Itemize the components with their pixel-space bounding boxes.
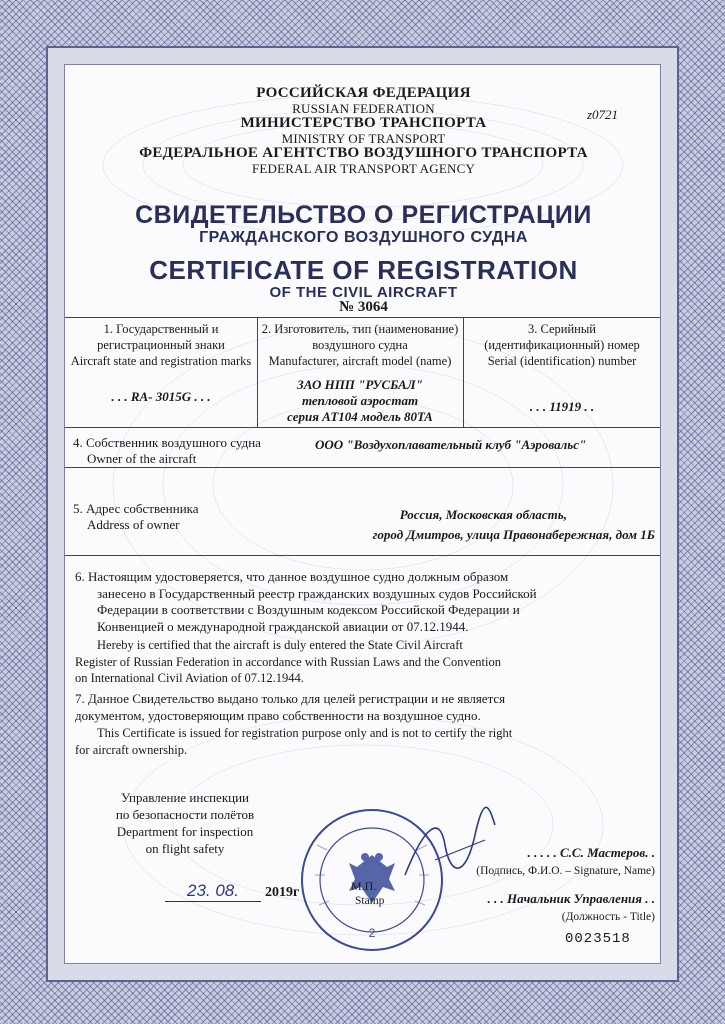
ministry-en: MINISTRY OF TRANSPORT <box>281 131 446 146</box>
table-bottom-line <box>65 427 661 428</box>
table-top-line <box>65 317 661 318</box>
date-day: 23. 08. <box>165 881 261 902</box>
owner-value: ООО "Воздухоплавательный клуб "Аэровальс" <box>315 437 587 452</box>
col2-label <box>261 321 459 369</box>
certificate-page <box>64 64 661 964</box>
col1-label <box>69 321 253 369</box>
table-divider-2 <box>463 317 464 427</box>
signer-title: . . . Начальник Управления . . <box>487 891 655 906</box>
clause-6-ru: 6. Настоящим удостоверяется, что данное воздушное судно должным образом занесено в Государственный реестр гражданских воздушных судов Российской Федерации в соответствии с Воздушным кодексом Российской Федерации и Конвенцией о международной гражданской авиации от 07.12.1944. <box>75 569 537 634</box>
signer-title-caption: (Должность - Title) <box>561 911 655 923</box>
country-en: RUSSIAN FEDERATION <box>292 101 435 116</box>
department-block: Управление инспекции по безопасности полётов Department for inspection on flight safety <box>115 790 255 856</box>
col3-label-en: Serial (identification) number <box>487 354 637 368</box>
title-en-1: CERTIFICATE OF REGISTRATION <box>149 255 578 285</box>
country-ru: РОССИЙСКАЯ ФЕДЕРАЦИЯ <box>256 85 471 101</box>
form-code: z0721 <box>587 107 619 122</box>
clause-7-en: This Certificate is issued for registration purpose only and is not to certify the right for aircraft ownership. <box>75 726 513 757</box>
serial-value: . . . 11919 . . <box>529 399 595 414</box>
col3-label-ru: 3. Серийный (идентификационный) номер <box>484 322 640 352</box>
address-line <box>65 555 661 556</box>
address-label: 5. Адрес собственника Address of owner <box>73 501 199 532</box>
serial-number: 0023518 <box>565 931 631 947</box>
stamp-number: 2 <box>368 926 376 940</box>
owner-line <box>65 467 661 468</box>
registration-mark: . . . RA- 3015G . . . <box>111 389 211 404</box>
address-value: Россия, Московская область, город Дмитров, улица Правонабережная, дом 1Б <box>372 507 655 542</box>
col2-label-ru: 2. Изготовитель, тип (наименование) воздушного судна <box>261 322 459 352</box>
title-ru-2: ГРАЖДАНСКОГО ВОЗДУШНОГО СУДНА <box>199 229 528 246</box>
col3-label <box>467 321 657 369</box>
table-divider-1 <box>257 317 258 427</box>
ministry-ru: МИНИСТЕРСТВО ТРАНСПОРТА <box>240 115 487 131</box>
col1-label-ru: 1. Государственный и регистрационный знаки <box>97 322 225 352</box>
col2-label-en: Manufacturer, aircraft model (name) <box>268 354 452 368</box>
signer-name-caption: (Подпись, Ф.И.О. – Signature, Name) <box>476 865 655 877</box>
agency-en: FEDERAL AIR TRANSPORT AGENCY <box>251 161 476 176</box>
date-year: 2019г <box>265 885 300 900</box>
clause-6-en: Hereby is certified that the aircraft is duly entered the State Civil Aircraft Register of Russian Federation in accordance with Russian Laws and the Convention on International Civil Aviation of 07.12.1944. <box>75 638 501 685</box>
agency-ru: ФЕДЕРАЛЬНОЕ АГЕНТСТВО ВОЗДУШНОГО ТРАНСПОРТА <box>139 145 588 161</box>
owner-label: 4. Собственник воздушного судна Owner of the aircraft <box>73 435 261 466</box>
stamp-caption: Stamp <box>355 895 385 907</box>
title-ru-1: СВИДЕТЕЛЬСТВО О РЕГИСТРАЦИИ <box>135 201 592 229</box>
title-en-2: OF THE CIVIL AIRCRAFT <box>269 284 458 301</box>
col1-label-en: Aircraft state and registration marks <box>70 354 252 368</box>
mp-label: М.П. <box>351 879 377 893</box>
clause-7-ru: 7. Данное Свидетельство выдано только для целей регистрации и не является документом, удостоверяющим право собственности на воздушное судно. <box>75 691 506 723</box>
signer-name: . . . . . С.С. Мастеров. . <box>527 845 655 860</box>
certificate-number: № 3064 <box>339 299 388 315</box>
manufacturer-value: ЗАО НПП "РУСБАЛ" тепловой аэростат серия АТ104 модель 80ТА <box>287 377 433 424</box>
